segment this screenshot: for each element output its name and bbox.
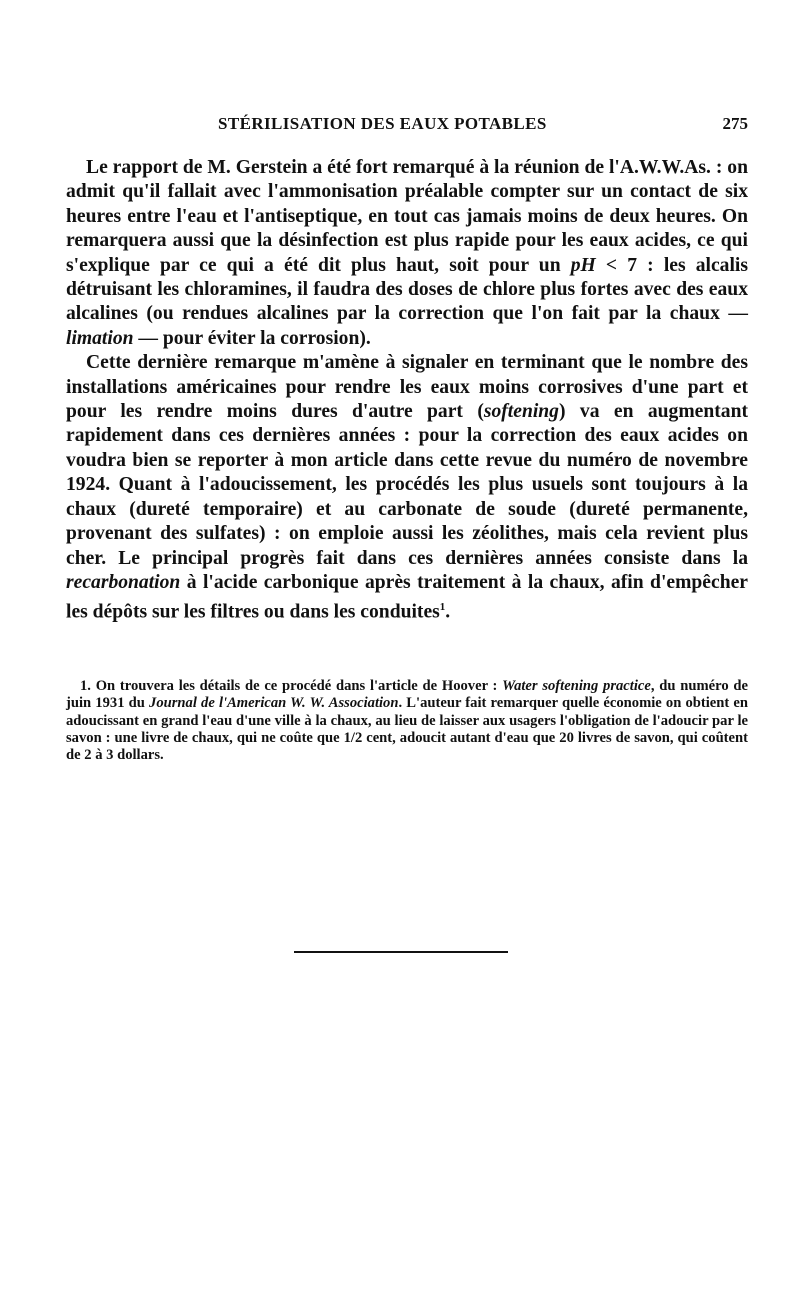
end-divider-rule	[294, 951, 508, 953]
paragraph-1	[66, 156, 748, 351]
footnote-part-1: 1. On trouvera les détails de ce procédé dans l'article de Hoover :	[80, 678, 503, 694]
paragraph-1-part-3: — pour éviter la corrosion).	[133, 327, 371, 349]
body-text	[66, 156, 748, 625]
paragraph-2-part-1: Cette dernière remarque m'amène à signaler en terminant que le nombre des installations américaines pour rendre les eaux moins corrosives d'une part et pour les rendre moins dures d'autre part (	[66, 352, 748, 423]
paragraph-2-part-2: ) va en augmentant rapidement dans ces dernières années : pour la correction des eaux acides on voudra bien se reporter à mon article dans cette revue du numéro de novembre 1924. Quant à l'adoucissement, les procédés les plus usuels sont toujours à la chaux (dureté temporaire) et au carbonate de soude (dureté permanente, provenant des sulfates) : on emploie aussi les zéolithes, mais cela revient plus cher. Le principal progrès fait dans ces dernières années consiste dans la	[66, 401, 748, 569]
footnote	[66, 678, 748, 764]
footnote-reference: 1	[439, 601, 446, 614]
footnote-journal-title: Journal de l'American W. W. Association	[149, 695, 399, 712]
recarbonation-term: recarbonation	[66, 571, 181, 593]
footnote-part-3: . L'auteur fait remarquer quelle économie on obtient en adoucissant en grand l'eau d'une ville à la chaux, au lieu de laisser aux usagers l'obligation de l'adoucir par le savon : une livre de chaux, qui ne coûte que 1/2 cent, adoucit autant d'eau que 20 livres de savon, qui coûtent de 2 à 3 dollars.	[66, 695, 749, 764]
paragraph-2	[66, 351, 748, 625]
footnote-text	[66, 678, 748, 764]
softening-term: softening	[483, 401, 559, 423]
running-title: STÉRILISATION DES EAUX POTABLES	[218, 114, 547, 133]
limation-term: limation	[66, 327, 134, 349]
paragraph-2-part-3: à l'acide carbonique après traitement à la chaux, afin d'empêcher les dépôts sur les filtres ou dans les conduites	[66, 571, 748, 623]
paragraph-2-part-4: .	[445, 601, 451, 623]
ph-term: pH	[570, 254, 596, 276]
running-head	[66, 114, 748, 142]
page-number: 275	[722, 114, 748, 133]
footnote-part-2: , du numéro de juin 1931 du	[66, 678, 748, 712]
paragraph-1-part-1: Le rapport de M. Gerstein a été fort remarqué à la réunion de l'A.W.W.As. : on admit qu'il fallait avec l'ammonisation préalable compter sur un contact de six heures entre l'eau et l'antiseptique, en tout cas jamais moins de deux heures. On remarquera aussi que la désinfection est plus rapide pour les eaux acides, ce qui s'explique par ce qui a été dit plus haut, soit pour un	[66, 157, 748, 276]
footnote-article-title: Water softening practice	[502, 678, 651, 694]
paragraph-1-part-2: < 7 : les alcalis détruisant les chloramines, il faudra des doses de chlore plus fortes avec des eaux alcalines (ou rendues alcalines par la correction que l'on fait par la chaux —	[66, 254, 748, 325]
